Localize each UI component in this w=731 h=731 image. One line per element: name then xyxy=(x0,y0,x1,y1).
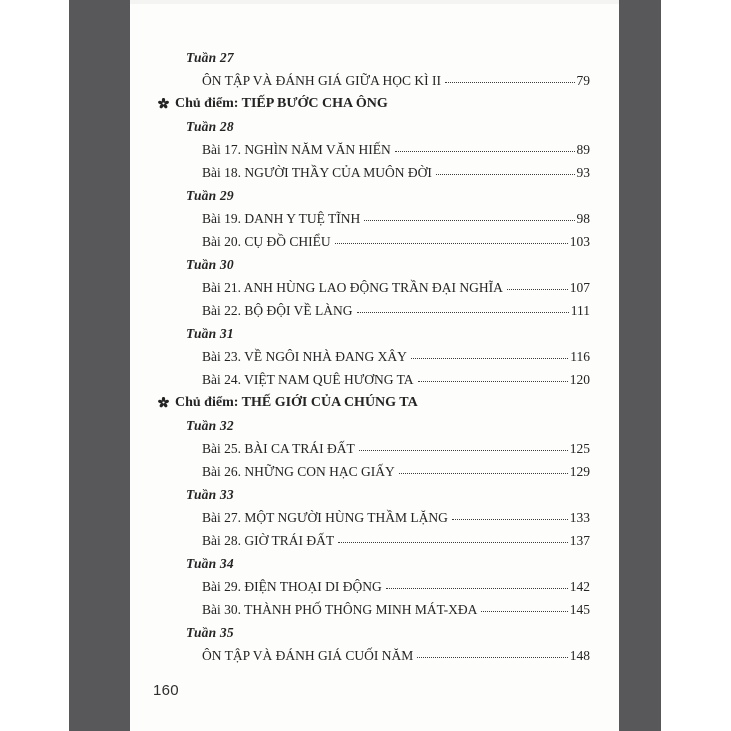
toc-entry-page-number: 116 xyxy=(570,349,590,364)
toc-entry-page-number: 79 xyxy=(576,73,590,88)
toc-entry-page-number: 98 xyxy=(576,211,590,226)
toc-week-label: Tuần 30 xyxy=(186,257,234,272)
toc-entry xyxy=(130,138,590,161)
toc-entry-page-number: 148 xyxy=(569,648,590,663)
toc-entry-page-number: 120 xyxy=(569,372,590,387)
toc-entry-title: Bài 27. MỘT NGƯỜI HÙNG THẦM LẶNG xyxy=(202,510,448,525)
toc-week-label: Tuần 33 xyxy=(186,487,234,502)
toc-entry-title: ÔN TẬP VÀ ĐÁNH GIÁ CUỐI NĂM xyxy=(202,648,414,663)
flower-icon xyxy=(158,397,169,408)
toc-entry-page-number: 107 xyxy=(569,280,590,295)
toc-entry-title: Bài 20. CỤ ĐỒ CHIỂU xyxy=(202,234,331,249)
toc-week-label: Tuần 32 xyxy=(186,418,234,433)
theme-marker xyxy=(158,98,169,109)
toc-entry-title: Bài 29. ĐIỆN THOẠI DI ĐỘNG xyxy=(202,579,382,594)
toc-entry-page-number: 137 xyxy=(569,533,590,548)
toc-entry-page-number: 145 xyxy=(569,602,590,617)
toc-entry-page-number: 111 xyxy=(570,303,590,318)
toc-theme-heading xyxy=(130,92,590,115)
toc-entry-title: Bài 22. BỘ ĐỘI VỀ LÀNG xyxy=(202,303,353,318)
toc-entry xyxy=(130,276,590,299)
toc-entry xyxy=(130,368,590,391)
flower-icon xyxy=(158,98,169,109)
toc-entry-title: Bài 23. VỀ NGÔI NHÀ ĐANG XÂY xyxy=(202,349,407,364)
toc-entry xyxy=(130,529,590,552)
toc-week-heading xyxy=(130,115,590,138)
dotted-leader xyxy=(335,243,568,244)
toc-entry xyxy=(130,506,590,529)
toc-theme-heading xyxy=(130,391,590,414)
dotted-leader xyxy=(359,450,568,451)
toc-entry-title: Bài 17. NGHÌN NĂM VĂN HIẾN xyxy=(202,142,391,157)
dotted-leader xyxy=(436,174,575,175)
toc-entry-page-number: 125 xyxy=(569,441,590,456)
toc-entry-title: Bài 19. DANH Y TUỆ TĨNH xyxy=(202,211,361,226)
dotted-leader xyxy=(481,611,567,612)
toc-week-heading xyxy=(130,414,590,437)
toc-week-label: Tuần 28 xyxy=(186,119,234,134)
toc-week-heading xyxy=(130,322,590,345)
toc-entry-title: Bài 25. BÀI CA TRÁI ĐẤT xyxy=(202,441,355,456)
toc-week-label: Tuần 27 xyxy=(186,50,234,65)
toc-entry xyxy=(130,345,590,368)
toc-entry xyxy=(130,230,590,253)
dotted-leader xyxy=(452,519,568,520)
toc-entry xyxy=(130,69,590,92)
dotted-leader xyxy=(411,358,568,359)
toc-entry xyxy=(130,575,590,598)
toc-entry xyxy=(130,598,590,621)
toc-entry-page-number: 93 xyxy=(576,165,590,180)
toc-week-heading xyxy=(130,46,590,69)
toc-week-heading xyxy=(130,184,590,207)
toc-entry xyxy=(130,437,590,460)
toc-entry-page-number: 133 xyxy=(569,510,590,525)
toc-theme-label: Chủ điểm: THẾ GIỚI CỦA CHÚNG TA xyxy=(175,395,418,410)
book-page xyxy=(130,0,619,731)
toc-entry xyxy=(130,299,590,322)
toc-entry xyxy=(130,207,590,230)
dotted-leader xyxy=(417,657,567,658)
toc-entry-page-number: 129 xyxy=(569,464,590,479)
toc-entry-title: Bài 26. NHỮNG CON HẠC GIẤY xyxy=(202,464,395,479)
toc-week-label: Tuần 35 xyxy=(186,625,234,640)
toc-entry xyxy=(130,460,590,483)
toc-list xyxy=(130,46,619,667)
theme-marker xyxy=(158,397,169,408)
dotted-leader xyxy=(386,588,568,589)
dotted-leader xyxy=(445,82,575,83)
toc-entry-page-number: 142 xyxy=(569,579,590,594)
toc-entry-title: Bài 30. THÀNH PHỐ THÔNG MINH MÁT-XĐA xyxy=(202,602,478,617)
toc-entry-title: Bài 28. GIỜ TRÁI ĐẤT xyxy=(202,533,335,548)
toc-entry-page-number: 103 xyxy=(569,234,590,249)
toc-week-heading xyxy=(130,483,590,506)
toc-week-heading xyxy=(130,552,590,575)
dotted-leader xyxy=(364,220,574,221)
toc-entry-title: ÔN TẬP VÀ ĐÁNH GIÁ GIỮA HỌC KÌ II xyxy=(202,73,441,88)
photo-backdrop-right xyxy=(619,0,661,731)
dotted-leader xyxy=(357,312,569,313)
toc-entry xyxy=(130,161,590,184)
page-folio-number: 160 xyxy=(153,682,179,699)
dotted-leader xyxy=(418,381,568,382)
dotted-leader xyxy=(338,542,568,543)
toc-entry-title: Bài 24. VIỆT NAM QUÊ HƯƠNG TA xyxy=(202,372,414,387)
toc-entry-page-number: 89 xyxy=(576,142,590,157)
toc-entry xyxy=(130,644,590,667)
dotted-leader xyxy=(399,473,568,474)
toc-week-label: Tuần 29 xyxy=(186,188,234,203)
toc-week-heading xyxy=(130,621,590,644)
toc-week-heading xyxy=(130,253,590,276)
toc-entry-title: Bài 21. ANH HÙNG LAO ĐỘNG TRẦN ĐẠI NGHĨA xyxy=(202,280,503,295)
toc-entry-title: Bài 18. NGƯỜI THẦY CỦA MUÔN ĐỜI xyxy=(202,165,432,180)
dotted-leader xyxy=(507,289,568,290)
toc-theme-label: Chủ điểm: TIẾP BƯỚC CHA ÔNG xyxy=(175,96,388,111)
photo-backdrop-left xyxy=(69,0,130,731)
toc-week-label: Tuần 31 xyxy=(186,326,234,341)
dotted-leader xyxy=(395,151,575,152)
page-top-edge xyxy=(130,0,619,4)
toc-week-label: Tuần 34 xyxy=(186,556,234,571)
